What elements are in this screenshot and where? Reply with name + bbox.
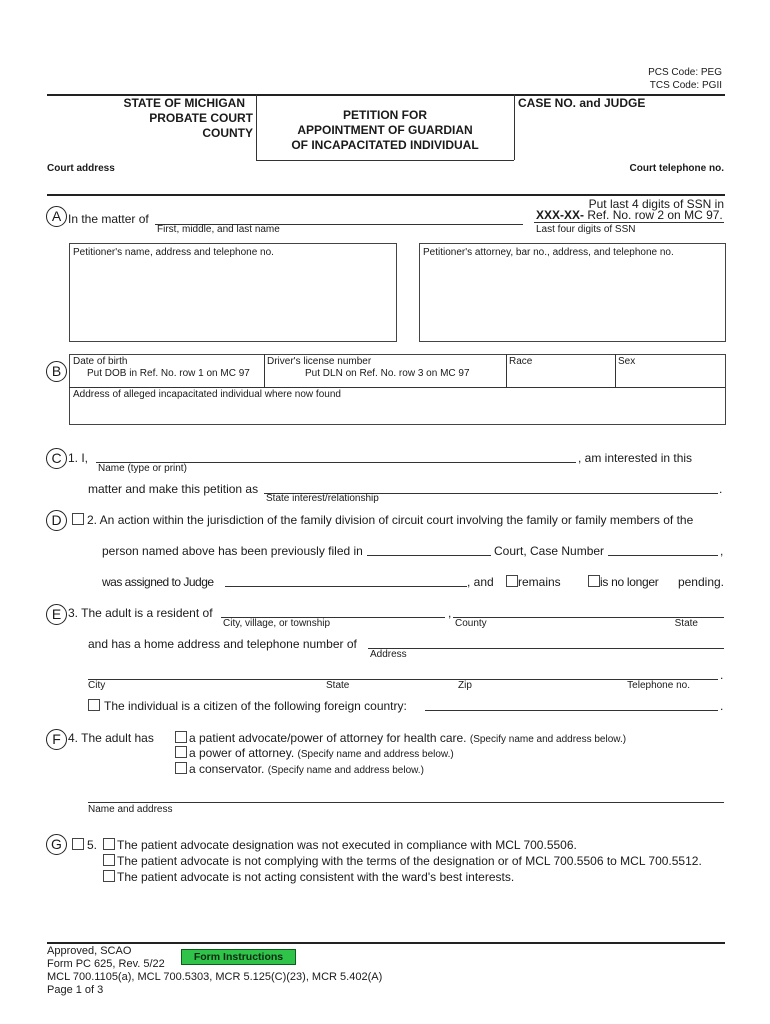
address-caption: Address bbox=[370, 649, 407, 660]
address-field[interactable]: Address of alleged incapacitated individual where now found bbox=[73, 389, 341, 400]
form-number: Form PC 625, Rev. 5/22 bbox=[47, 958, 165, 970]
ssn-prefix: XXX-XX- bbox=[536, 208, 585, 222]
zip-caption: Zip bbox=[458, 680, 472, 691]
patient-advocate-note: (Specify name and address below.) bbox=[469, 734, 627, 745]
dl-label: Driver's license number bbox=[267, 356, 372, 367]
section-a-marker: A bbox=[46, 206, 67, 227]
form-title-line2: APPOINTMENT OF GUARDIAN bbox=[297, 123, 473, 137]
citizen-period: . bbox=[720, 699, 724, 713]
home-address-field[interactable] bbox=[368, 648, 724, 649]
item1-line2: matter and make this petition as bbox=[88, 482, 259, 496]
court-case-number: Court, Case Number bbox=[494, 544, 605, 558]
court-telephone-label: Court telephone no. bbox=[629, 163, 724, 174]
judge-line[interactable] bbox=[225, 586, 467, 587]
item2-checkbox[interactable] bbox=[72, 513, 84, 525]
item2-and: , and bbox=[467, 575, 494, 589]
patient-advocate-option bbox=[189, 731, 626, 745]
city2-caption: City bbox=[88, 680, 106, 691]
form-title-line1: PETITION FOR bbox=[343, 108, 427, 122]
name-address-caption: Name and address bbox=[88, 804, 173, 815]
section-b-marker: B bbox=[46, 361, 67, 382]
state-caption: State bbox=[674, 618, 698, 629]
form-title-line3: OF INCAPACITATED INDIVIDUAL bbox=[291, 138, 479, 152]
advocate-not-acting-label: The patient advocate is not acting consistent with the ward's best interests. bbox=[117, 870, 515, 884]
name-address-line[interactable] bbox=[88, 802, 724, 803]
power-of-attorney-checkbox[interactable] bbox=[175, 746, 187, 758]
petitioner-box-label: Petitioner's name, address and telephone no. bbox=[73, 247, 274, 258]
item4-text: 4. The adult has bbox=[68, 731, 154, 745]
item5-checkbox[interactable] bbox=[72, 838, 84, 850]
citizen-label: The individual is a citizen of the following foreign country: bbox=[104, 699, 407, 713]
item1-start: 1. I, bbox=[68, 451, 89, 465]
city-state-zip-line[interactable] bbox=[88, 679, 718, 680]
item2-line3: was assigned to Judge bbox=[102, 575, 214, 589]
telephone-caption: Telephone no. bbox=[627, 680, 690, 691]
attorney-box-label: Petitioner's attorney, bar no., address, and telephone no. bbox=[423, 247, 674, 258]
approved-scao: Approved, SCAO bbox=[47, 945, 132, 957]
advocate-not-complying-label: The patient advocate is not complying with the terms of the designation or of MCL 700.5506 to MCL 700.5512. bbox=[117, 854, 702, 868]
ssn-caption: Last four digits of SSN bbox=[536, 224, 636, 235]
patient-advocate-checkbox[interactable] bbox=[175, 731, 187, 743]
state-of-michigan: STATE OF MICHIGAN bbox=[123, 96, 245, 110]
conservator-option bbox=[189, 762, 424, 776]
advocate-not-complying-checkbox[interactable] bbox=[103, 854, 115, 866]
item5-number: 5. bbox=[87, 838, 98, 852]
race-field[interactable]: Race bbox=[509, 356, 533, 367]
item3-text: 3. The adult is a resident of bbox=[68, 606, 213, 620]
state2-caption: State bbox=[326, 680, 350, 691]
item1-period: . bbox=[719, 482, 723, 496]
section-e-marker: E bbox=[46, 604, 67, 625]
section-f-marker: F bbox=[46, 729, 67, 750]
title-bottom-rule bbox=[256, 160, 514, 161]
no-longer-checkbox[interactable] bbox=[588, 575, 600, 587]
ssn-field[interactable] bbox=[536, 208, 723, 222]
ssn-line bbox=[534, 222, 724, 223]
section-g-marker: G bbox=[46, 834, 67, 855]
pcs-code: PCS Code: PEG bbox=[648, 67, 722, 78]
item2-comma: , bbox=[720, 544, 724, 558]
dl-field[interactable]: Put DLN on Ref. No. row 3 on MC 97 bbox=[305, 368, 470, 379]
section-c-marker: C bbox=[46, 448, 67, 469]
dob-label: Date of birth bbox=[73, 356, 128, 367]
divider-dob bbox=[264, 354, 265, 387]
advocate-not-executed-checkbox[interactable] bbox=[103, 838, 115, 850]
ssn-ref: Ref. No. row 2 on MC 97. bbox=[587, 208, 723, 222]
county-caption: County bbox=[455, 618, 487, 629]
tcs-code: TCS Code: PGII bbox=[649, 80, 722, 91]
conservator-label: a conservator. bbox=[189, 762, 265, 776]
power-of-attorney-label: a power of attorney. bbox=[189, 746, 295, 760]
item2-line1: 2. An action within the jurisdiction of the family division of circuit court involving the family or family members of the bbox=[87, 513, 694, 527]
form-instructions-button[interactable]: Form Instructions bbox=[181, 949, 296, 965]
sex-field[interactable]: Sex bbox=[618, 356, 636, 367]
citizen-checkbox[interactable] bbox=[88, 699, 100, 711]
attorney-box[interactable] bbox=[419, 243, 726, 342]
remains-checkbox[interactable] bbox=[506, 575, 518, 587]
petitioner-box[interactable] bbox=[69, 243, 397, 342]
county-label: COUNTY bbox=[202, 126, 253, 140]
page-number: Page 1 of 3 bbox=[47, 984, 104, 996]
resident-comma: , bbox=[448, 606, 452, 620]
patient-advocate-label: a patient advocate/power of attorney for health care. bbox=[189, 731, 467, 745]
case-no-judge: CASE NO. and JUDGE bbox=[518, 96, 646, 110]
case-number-line[interactable] bbox=[608, 555, 718, 556]
footer-rule bbox=[47, 942, 725, 944]
divider-race bbox=[615, 354, 616, 387]
divider-dl bbox=[506, 354, 507, 387]
ssn-hint: Put last 4 digits of SSN in bbox=[588, 197, 724, 211]
home-address-line: and has a home address and telephone number of bbox=[88, 637, 357, 651]
conservator-checkbox[interactable] bbox=[175, 762, 187, 774]
power-of-attorney-option bbox=[189, 746, 454, 760]
foreign-country-line[interactable] bbox=[425, 710, 718, 711]
citations: MCL 700.1105(a), MCL 700.5303, MCR 5.125(C)(23), MCR 5.402(A) bbox=[47, 971, 383, 983]
pending-label: pending. bbox=[677, 575, 724, 589]
item1-end: , am interested in this bbox=[578, 451, 693, 465]
city-line-period: . bbox=[720, 668, 724, 682]
identity-row-divider bbox=[69, 387, 725, 388]
court-filed-line[interactable] bbox=[367, 555, 491, 556]
advocate-not-executed-label: The patient advocate designation was not executed in compliance with MCL 700.5506. bbox=[117, 838, 577, 852]
power-of-attorney-note: (Specify name and address below.) bbox=[297, 749, 454, 760]
section-d-marker: D bbox=[46, 510, 67, 531]
city-caption: City, village, or township bbox=[223, 618, 331, 629]
no-longer-label: is no longer bbox=[600, 575, 659, 589]
name-type-caption: Name (type or print) bbox=[98, 463, 187, 474]
dob-field[interactable]: Put DOB in Ref. No. row 1 on MC 97 bbox=[87, 368, 250, 379]
name-caption: First, middle, and last name bbox=[157, 224, 280, 235]
remains-label: remains bbox=[518, 575, 561, 589]
header-bottom-rule bbox=[47, 194, 725, 196]
header-divider-right bbox=[514, 94, 515, 160]
conservator-note: (Specify name and address below.) bbox=[267, 765, 424, 776]
item2-line2: person named above has been previously filed in bbox=[102, 544, 363, 558]
probate-court: PROBATE COURT bbox=[149, 111, 253, 125]
advocate-not-acting-checkbox[interactable] bbox=[103, 870, 115, 882]
interest-caption: State interest/relationship bbox=[266, 493, 379, 504]
in-matter-of: In the matter of bbox=[68, 212, 149, 226]
court-address-label: Court address bbox=[47, 163, 115, 174]
